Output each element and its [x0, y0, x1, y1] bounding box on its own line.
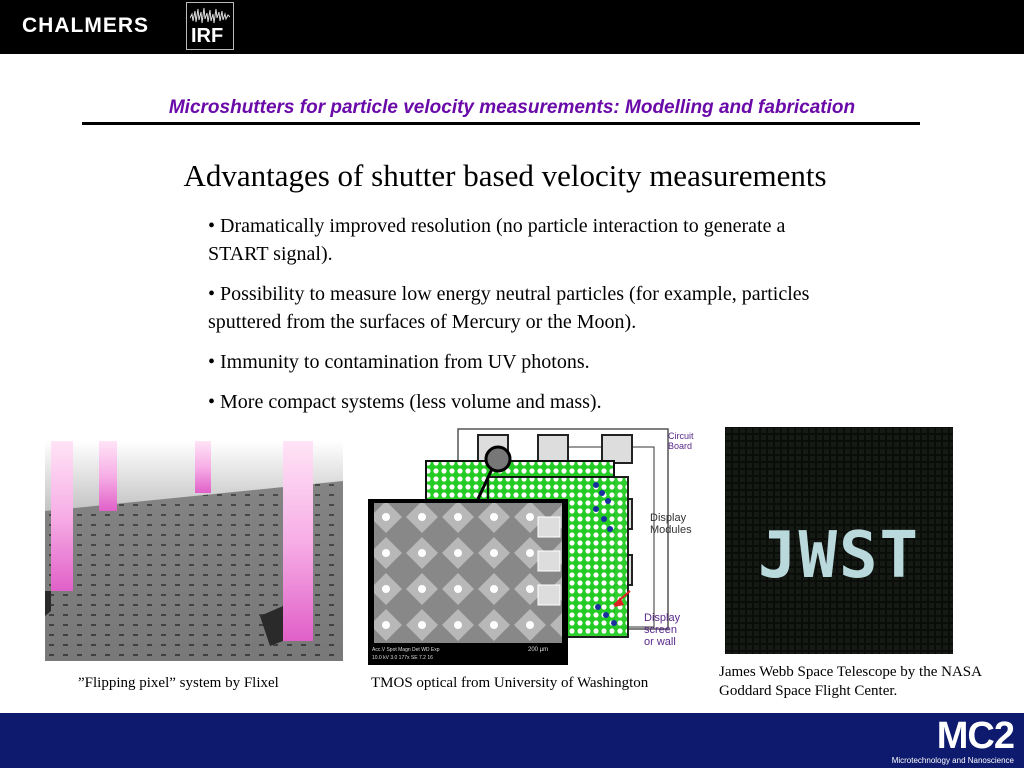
flipping-pixel-illustration: [45, 441, 343, 661]
display-screen-label-3: or wall: [644, 636, 676, 648]
bullet-item: • More compact systems (less volume and mass).: [208, 391, 602, 413]
bullet-item: • Immunity to contamination from UV photons.: [208, 351, 590, 373]
top-banner: [0, 0, 1024, 54]
mc2-logo-text: MC2: [936, 715, 1014, 757]
jwst-image: [725, 427, 953, 654]
mc2-logo: [892, 717, 1014, 765]
display-modules-label-1: Display: [650, 512, 687, 524]
flixel-image: [45, 441, 343, 661]
display-screen-label-1: Display: [644, 612, 681, 624]
jwst-caption: James Webb Space Telescope by the NASA Goddard Space Flight Center.: [719, 664, 982, 699]
display-modules-label-2: Modules: [650, 524, 692, 536]
header-divider: [82, 122, 920, 125]
irf-logo-text: IRF: [191, 25, 224, 47]
presentation-title: Microshutters for particle velocity measurements: Modelling and fabrication: [168, 97, 856, 118]
slide-title: Advantages of shutter based velocity measurements: [183, 158, 827, 193]
bullet-item: • Dramatically improved resolution (no particle interaction to generate a START signal).: [208, 215, 786, 265]
irf-logo: [186, 2, 234, 50]
tmos-image: [368, 427, 700, 665]
chalmers-logo: CHALMERS: [22, 14, 149, 37]
display-screen-label-2: screen: [644, 624, 678, 636]
circuit-board-label-1: Circuit: [668, 431, 694, 441]
sem-scale-label: 200 µm: [528, 647, 549, 653]
bottom-banner: [0, 713, 1024, 768]
jwst-shutter-array-photo: [725, 427, 953, 654]
bullet-list: [208, 212, 848, 428]
flixel-caption: ”Flipping pixel” system by Flixel: [78, 675, 279, 691]
mc2-logo-subtitle: Microtechnology and Nanoscience: [891, 756, 1014, 765]
circuit-board-label-2: Board: [668, 441, 693, 451]
bullet-item: • Possibility to measure low energy neutral particles (for example, particles sputtered from the surfaces of Mercury or the Moon).: [208, 283, 810, 333]
jwst-display-text: JWST: [757, 519, 921, 593]
irf-waveform-icon: [190, 6, 230, 26]
sem-values-label: 10.0 kV 3.0 177x SE 7.2 16: [372, 655, 433, 661]
sem-header-label: Acc.V Spot Magn Det WD Exp: [372, 647, 440, 653]
tmos-caption: TMOS optical from University of Washington: [371, 675, 649, 691]
tmos-display-diagram: [368, 427, 700, 665]
